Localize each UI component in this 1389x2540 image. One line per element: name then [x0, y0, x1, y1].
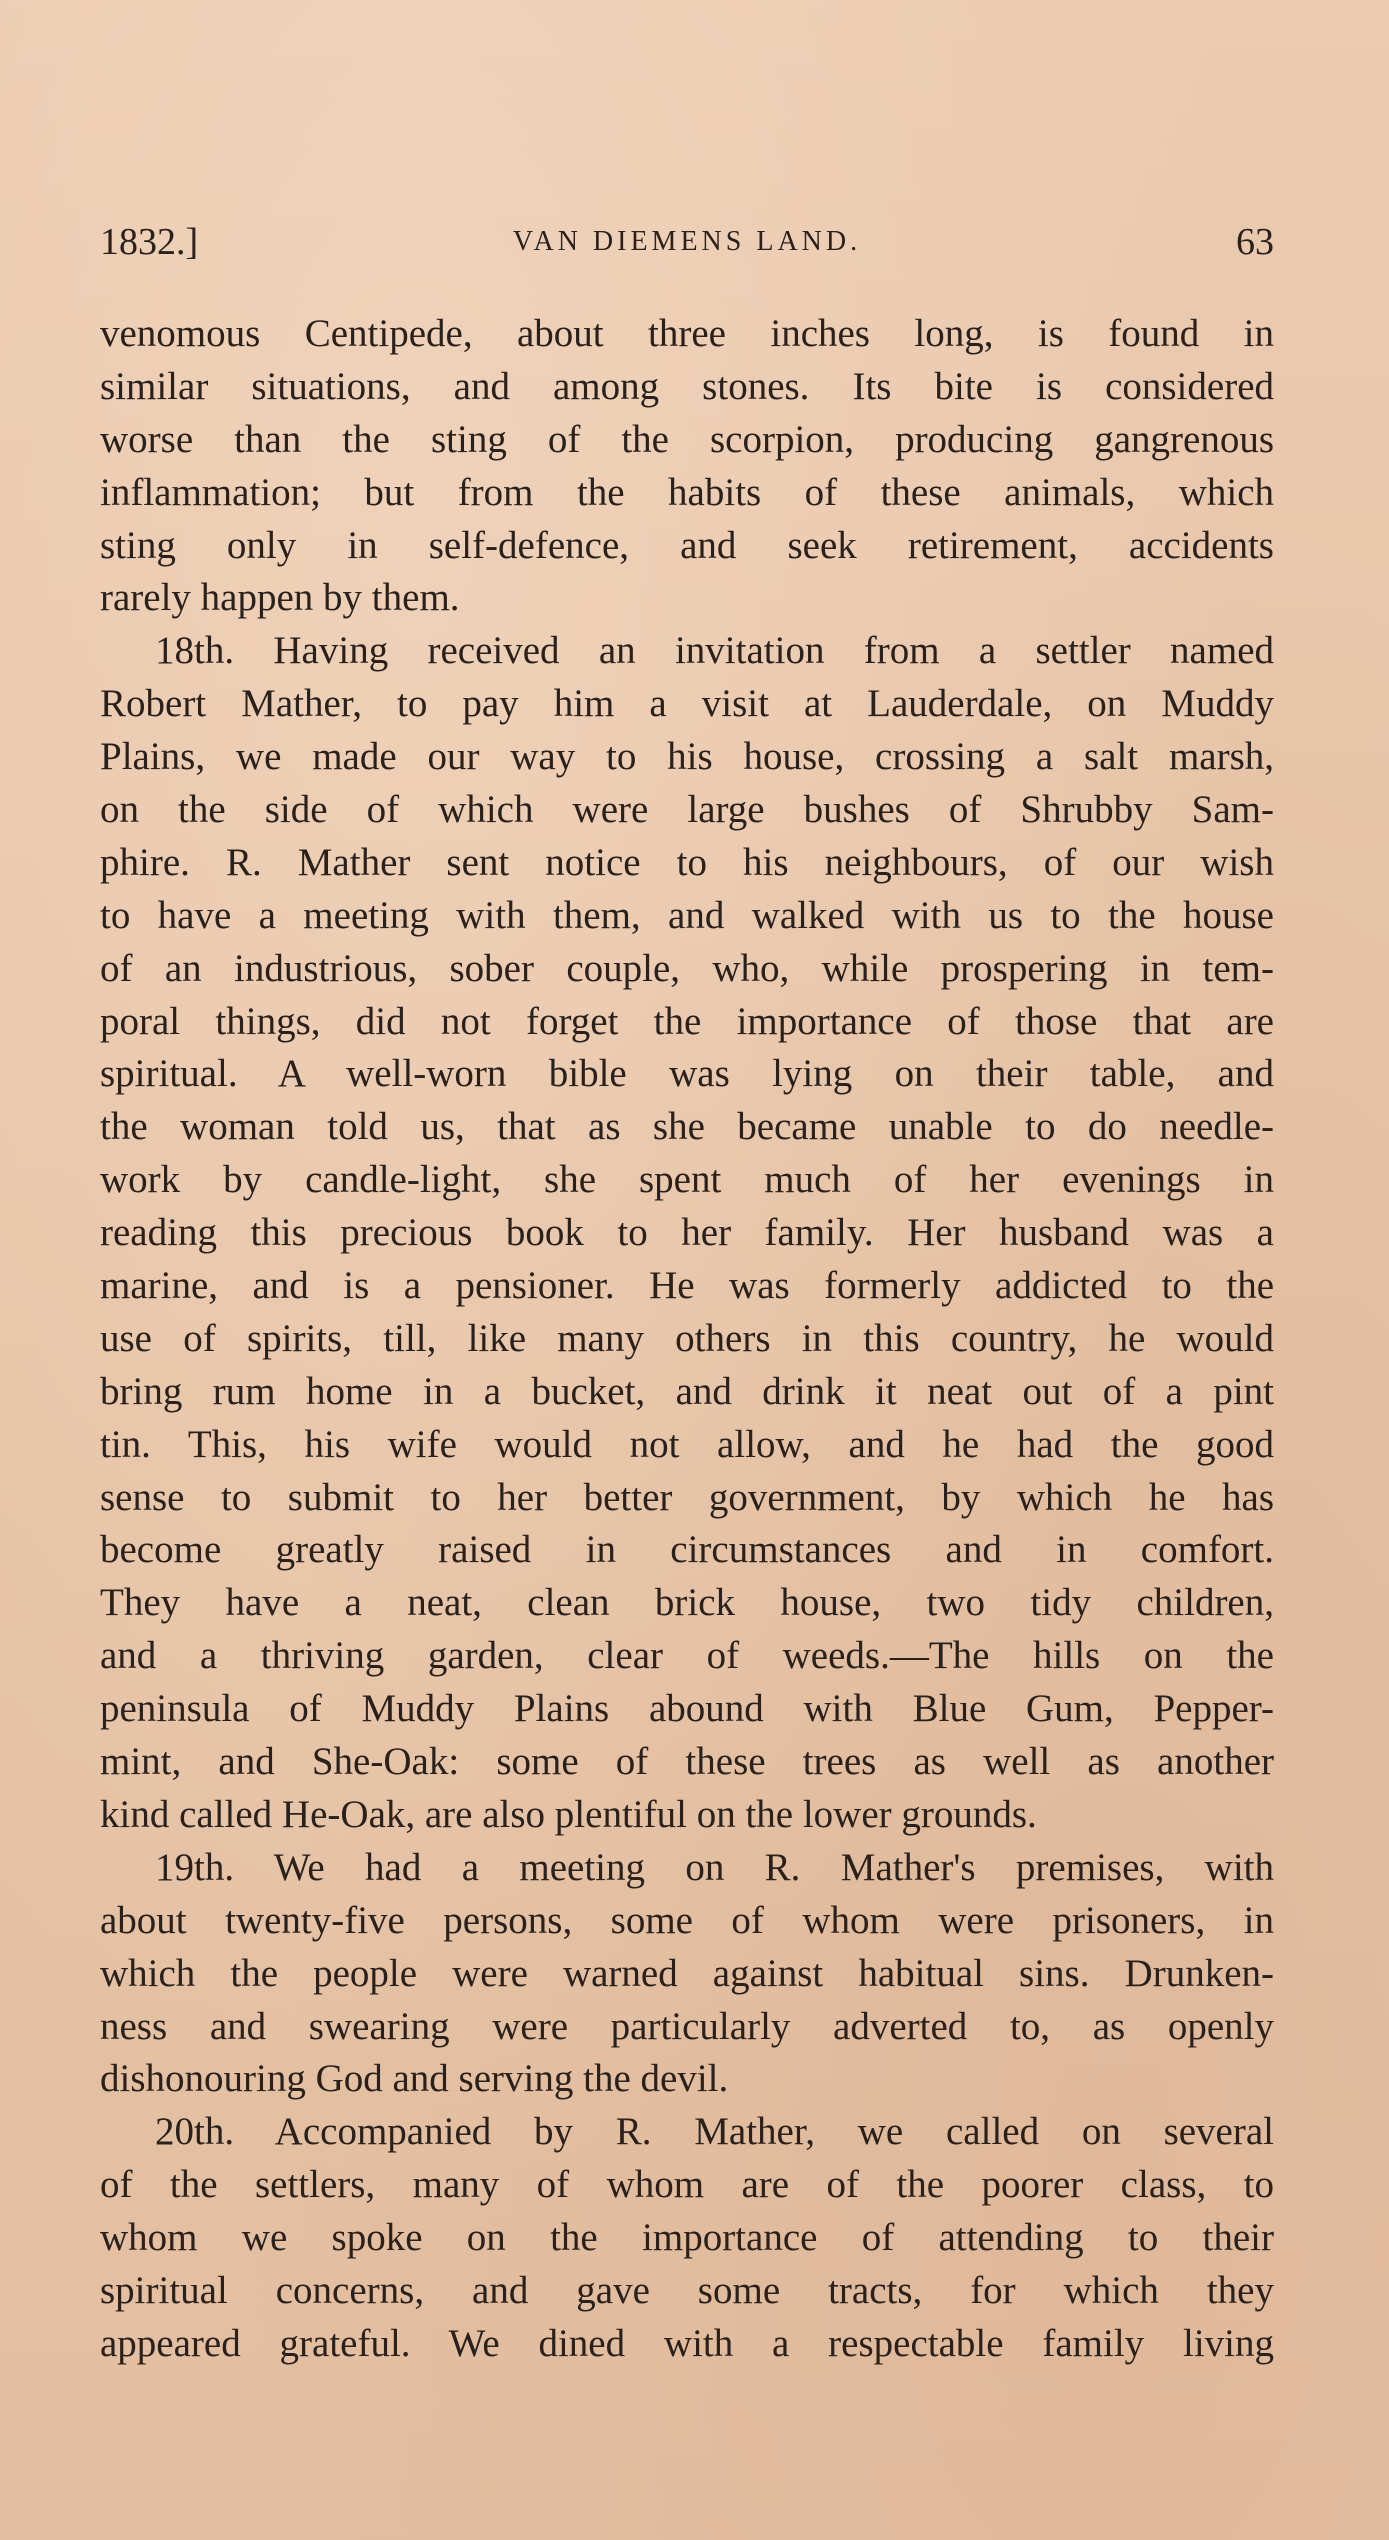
text-line: about twenty-five persons, some of whom were prisoners, in	[100, 1898, 1274, 1942]
text-line: which the people were warned against habitual sins. Drunken-	[100, 1951, 1274, 1995]
text-line: phire. R. Mather sent notice to his neighbours, of our wish	[100, 840, 1274, 884]
text-line: spiritual. A well-worn bible was lying on their table, and	[100, 1052, 1274, 1096]
running-head	[100, 212, 1274, 272]
text-line: ness and swearing were particularly adverted to, as openly	[100, 2004, 1274, 2048]
text-line: on the side of which were large bushes of Shrubby Sam-	[100, 788, 1274, 832]
text-line: of the settlers, many of whom are of the poorer class, to	[100, 2163, 1274, 2207]
text-line: work by candle-light, she spent much of her evenings in	[100, 1158, 1274, 1202]
text-line: tin. This, his wife would not allow, and he had the good	[100, 1422, 1274, 1466]
text-line: peninsula of Muddy Plains abound with Blue Gum, Pepper-	[100, 1687, 1274, 1731]
text-line: 19th. We had a meeting on R. Mather's premises, with	[155, 1845, 1274, 1889]
text-line: They have a neat, clean brick house, two tidy children,	[100, 1581, 1274, 1625]
text-line: kind called He-Oak, are also plentiful on the lower grounds.	[100, 1792, 1037, 1836]
text-line: dishonouring God and serving the devil.	[100, 2057, 729, 2101]
text-line: spiritual concerns, and gave some tracts, for which they	[100, 2268, 1274, 2312]
text-line: Robert Mather, to pay him a visit at Lauderdale, on Muddy	[100, 682, 1274, 726]
body-text	[100, 308, 1274, 2371]
text-line: rarely happen by them.	[100, 576, 460, 620]
text-line: venomous Centipede, about three inches long, is found in	[100, 312, 1274, 355]
text-line: the woman told us, that as she became unable to do needle-	[100, 1105, 1274, 1149]
text-line: and a thriving garden, clear of weeds.—The hills on the	[100, 1634, 1274, 1678]
text-line: appeared grateful. We dined with a respectable family living	[100, 2321, 1274, 2365]
text-line: poral things, did not forget the importance of those that are	[100, 999, 1274, 1043]
text-line: whom we spoke on the importance of attending to their	[100, 2216, 1274, 2260]
text-line: similar situations, and among stones. Its bite is considered	[100, 364, 1274, 408]
text-line: 20th. Accompanied by R. Mather, we called on several	[155, 2110, 1274, 2154]
text-line: 18th. Having received an invitation from a settler named	[155, 629, 1274, 673]
text-line: of an industrious, sober couple, who, while prospering in tem-	[100, 946, 1274, 990]
text-line: marine, and is a pensioner. He was formerly addicted to the	[100, 1264, 1274, 1308]
text-line: Plains, we made our way to his house, crossing a salt marsh,	[100, 735, 1274, 779]
text-line: reading this precious book to her family. Her husband was a	[100, 1211, 1274, 1255]
text-line: to have a meeting with them, and walked with us to the house	[100, 893, 1274, 937]
text-line: bring rum home in a bucket, and drink it neat out of a pint	[100, 1369, 1274, 1413]
text-line: worse than the sting of the scorpion, producing gangrenous	[100, 417, 1274, 461]
text-line: inflammation; but from the habits of these animals, which	[100, 470, 1274, 514]
running-head-year: 1832.]	[100, 221, 199, 263]
page-number: 63	[1236, 221, 1274, 263]
text-line: use of spirits, till, like many others in this country, he would	[100, 1316, 1274, 1360]
text-line: mint, and She-Oak: some of these trees as well as another	[100, 1740, 1274, 1784]
text-line: sense to submit to her better government, by which he has	[100, 1475, 1274, 1519]
running-head-title: VAN DIEMENS LAND.	[512, 226, 862, 257]
text-line: sting only in self-defence, and seek retirement, accidents	[100, 523, 1274, 567]
text-line: become greatly raised in circumstances and in comfort.	[100, 1528, 1274, 1572]
